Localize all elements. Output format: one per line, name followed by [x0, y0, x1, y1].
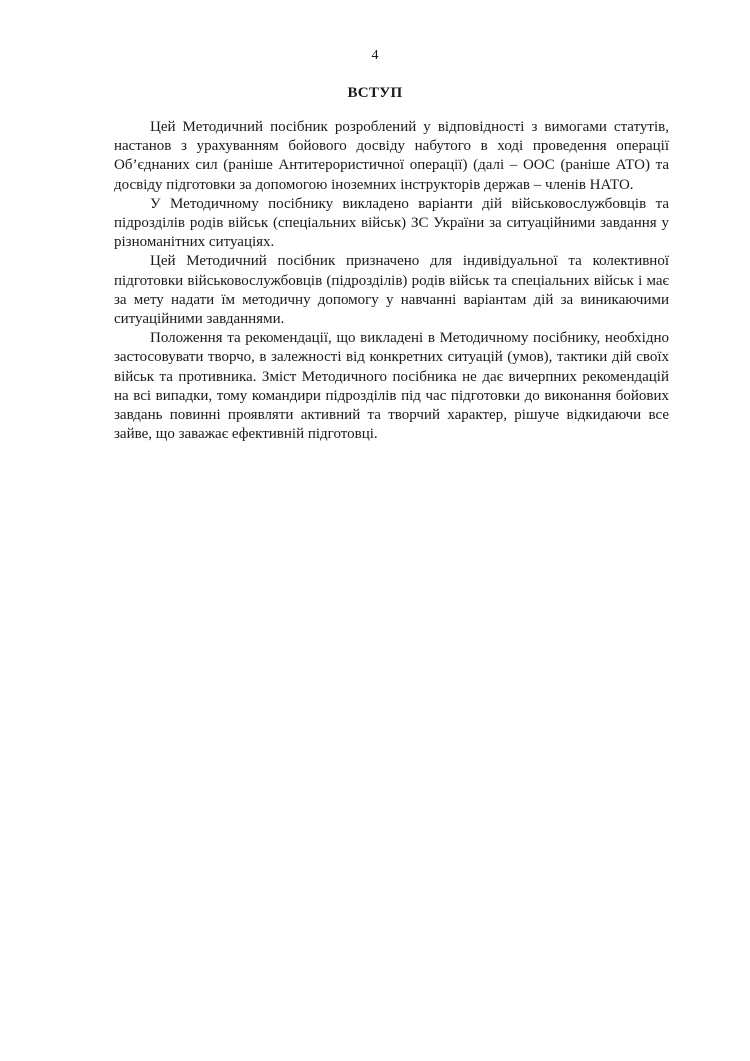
paragraph: Положення та рекомендації, що викладені в Методичному посібнику, необхідно застосовувати творчо, в залежності від конкретних ситуацій (умов), тактики дій своїх військ та противника. Зміст Методичного посібника не дає вичерпних рекомендацій на всі випадки, тому командири підрозділів під час підготовки до виконання бойових завдань повинні проявляти активний та творчий характер, рішуче відкидаючи все зайве, що заважає ефективній підготовці. [114, 330, 669, 443]
paragraph: У Методичному посібнику викладено варіанти дій військовослужбовців та підрозділів родів військ (спеціальних військ) ЗС України за ситуаційними завдання у різноманітних ситуаціях. [114, 195, 669, 251]
paragraph: Цей Методичний посібник призначено для індивідуальної та колективної підготовки військовослужбовців (підрозділів) родів військ та спеціальних військ і має за мету надати їм методичну допомогу у навчанні варіантам дій за виникаючими ситуаційними завданнями. [114, 253, 669, 328]
page-number: 4 [371, 48, 379, 63]
body-text [114, 118, 669, 444]
section-heading: ВСТУП [347, 85, 403, 101]
paragraph: Цей Методичний посібник розроблений у відповідності з вимогами статутів, настанов з урахуванням бойового досвіду набутого в ході проведення операції Об’єднаних сил (раніше Антитерористичної операції) (далі – ООС (раніше АТО) та досвіду підготовки за допомогою іноземних інструкторів держав – членів НАТО. [114, 119, 669, 193]
